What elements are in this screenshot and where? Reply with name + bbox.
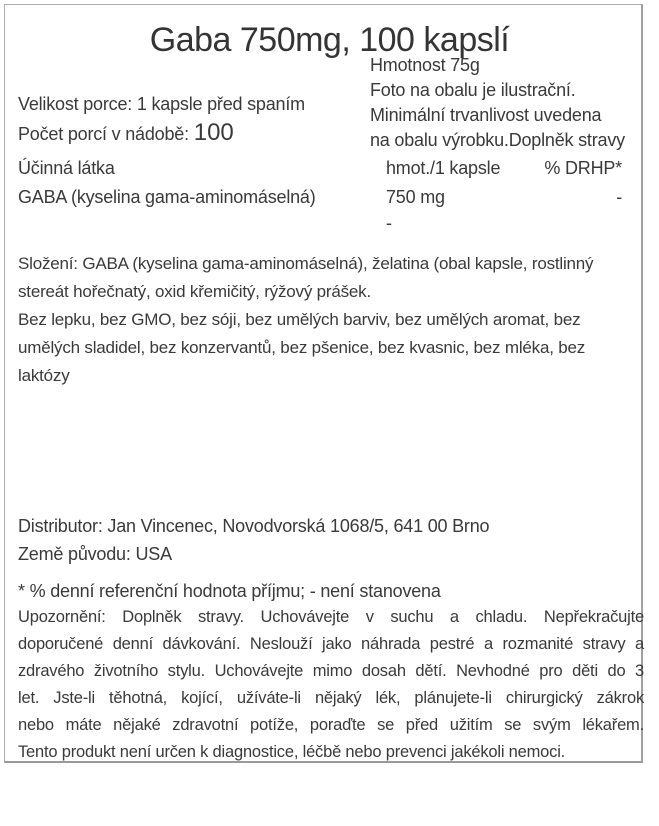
- shelf-life-text-line2: na obalu výrobku.Doplněk stravy: [370, 130, 625, 150]
- serving-size-text: Velikost porce: 1 kapsle před spaním: [18, 94, 305, 114]
- free-from-line: umělých sladidel, bez konzervantů, bez pšenice, bez kvasnic, bez mléka, bez: [18, 338, 586, 357]
- warning-line: let. Jste-li těhotná, kojící, užíváte-li nějaký lék, plánujete-li chirurgický zákrok: [18, 689, 644, 707]
- table-row: [18, 213, 622, 234]
- free-from-line: laktózy: [18, 366, 70, 385]
- header-ingredient: Účinná látka: [18, 158, 115, 178]
- composition-paragraph: [18, 250, 644, 306]
- distributor-text: Distributor: Jan Vincenec, Novodvorská 1068/5, 641 00 Brno: [18, 516, 490, 536]
- serving-count-text: [18, 118, 368, 149]
- header-drhp: % DRHP*: [544, 158, 622, 178]
- warning-line: doporučené denní dávkování. Neslouží jako náhrada pestré a rozmanité stravy a: [18, 635, 644, 653]
- serving-count-value: 100: [193, 119, 234, 146]
- table-row: [18, 187, 622, 208]
- product-title: Gaba 750mg, 100 kapslí: [149, 21, 510, 59]
- top-right-info: [370, 53, 648, 153]
- ingredients-section: [18, 250, 644, 390]
- free-from-line: Bez lepku, bez GMO, bez sóji, bez umělých barviv, bez umělých aromat, bez: [18, 310, 581, 329]
- warning-line: nebo máte nějaké zdravotní potíže, poraďte se před užitím se svým lékařem.: [18, 716, 644, 734]
- row-amount: -: [386, 213, 392, 233]
- reference-note-text: * % denní referenční hodnota příjmu; - není stanovena: [18, 581, 441, 601]
- photo-note-text: Foto na obalu je ilustrační.: [370, 80, 576, 100]
- composition-line: stereát hořečnatý, oxid křemičitý, rýžový prášek.: [18, 282, 371, 301]
- warning-paragraph: [18, 604, 644, 766]
- serving-info: [18, 91, 368, 149]
- row-drhp: -: [616, 187, 622, 207]
- distributor-section: [18, 512, 644, 568]
- header-amount: hmot./1 kapsle: [386, 158, 501, 178]
- weight-text: Hmotnost 75g: [370, 55, 480, 75]
- free-from-paragraph: [18, 306, 644, 390]
- warning-line: Upozornění: Doplněk stravy. Uchovávejte v suchu a chladu. Nepřekračujte: [18, 608, 644, 626]
- row-ingredient: GABA (kyselina gama-aminomáselná): [18, 187, 316, 207]
- shelf-life-text-line1: Minimální trvanlivost uvedena: [370, 105, 602, 125]
- warning-line: Tento produkt není určen k diagnostice, léčbě nebo prevenci jakékoli nemoci.: [18, 743, 566, 761]
- warning-line: zdravého životního stylu. Uchovávejte mimo dosah dětí. Nevhodné pro děti do 3: [18, 662, 644, 680]
- nutrition-table-header: [18, 158, 622, 179]
- origin-text: Země původu: USA: [18, 544, 172, 564]
- composition-line: Složení: GABA (kyselina gama-aminomáselná), želatina (obal kapsle, rostlinný: [18, 254, 594, 273]
- serving-count-label: Počet porcí v nádobě:: [18, 124, 194, 144]
- row-amount: 750 mg: [386, 187, 445, 207]
